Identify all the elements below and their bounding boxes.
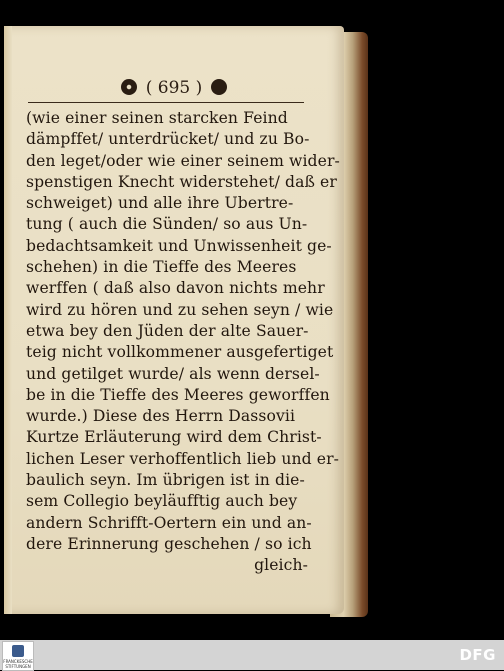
- text-line: andern Schrifft-Oertern ein und an-: [26, 513, 312, 532]
- ornament-right-icon: [211, 79, 227, 95]
- dfg-logo[interactable]: DFG: [459, 646, 496, 664]
- text-line: und getilget wurde/ als wenn dersel-: [26, 364, 320, 383]
- text-line: tung ( auch die Sünden/ so aus Un-: [26, 215, 308, 234]
- text-line: gleich-: [254, 556, 308, 575]
- page-header: [4, 78, 344, 98]
- francke-logo-icon[interactable]: [2, 641, 34, 671]
- text-line: bedachtsamkeit und Unwissenheit ge-: [26, 236, 332, 255]
- page-binding: [4, 26, 12, 614]
- text-line: dämpffet/ unterdrücket/ und zu Bo-: [26, 130, 310, 149]
- page-number: ( 695 ): [145, 78, 203, 98]
- text-line: teig nicht vollkommener ausgefertiget: [26, 343, 334, 362]
- text-line: schweiget) und alle ihre Ubertre-: [26, 194, 294, 213]
- text-line: den leget/oder wie einer seinem wider-: [26, 151, 340, 170]
- ornament-left-icon: [121, 79, 137, 95]
- text-line: (wie einer seinen starcken Feind: [26, 109, 288, 127]
- text-line: etwa bey den Jüden der alte Sauer-: [26, 321, 309, 340]
- text-line: sem Collegio beyläufftig auch bey: [26, 492, 298, 511]
- footer-bar: [0, 640, 504, 670]
- text-line: lichen Leser verhoffentlich lieb und er-: [26, 449, 340, 468]
- text-line: dere Erinnerung geschehen / so ich: [26, 534, 312, 553]
- text-line: spenstigen Knecht widerstehet/ daß er: [26, 172, 337, 191]
- book-page: [4, 26, 344, 614]
- text-line: wird zu hören und zu sehen seyn / wie: [26, 300, 334, 319]
- text-line: werffen ( daß also davon nichts mehr: [26, 279, 325, 298]
- text-line: be in die Tieffe des Meeres geworffen: [26, 385, 330, 404]
- text-line: Kurtze Erläuterung wird dem Christ-: [26, 428, 322, 447]
- crest-icon: [12, 645, 24, 657]
- text-line: schehen) in die Tieffe des Meeres: [26, 258, 297, 277]
- header-rule: [28, 102, 304, 103]
- text-line: wurde.) Diese des Herrn Dassovii: [26, 407, 296, 426]
- text-line: baulich seyn. Im übrigen ist in die-: [26, 471, 305, 490]
- page-text: [26, 108, 340, 577]
- logo-caption: FRANCKESCHE STIFTUNGEN: [3, 659, 33, 669]
